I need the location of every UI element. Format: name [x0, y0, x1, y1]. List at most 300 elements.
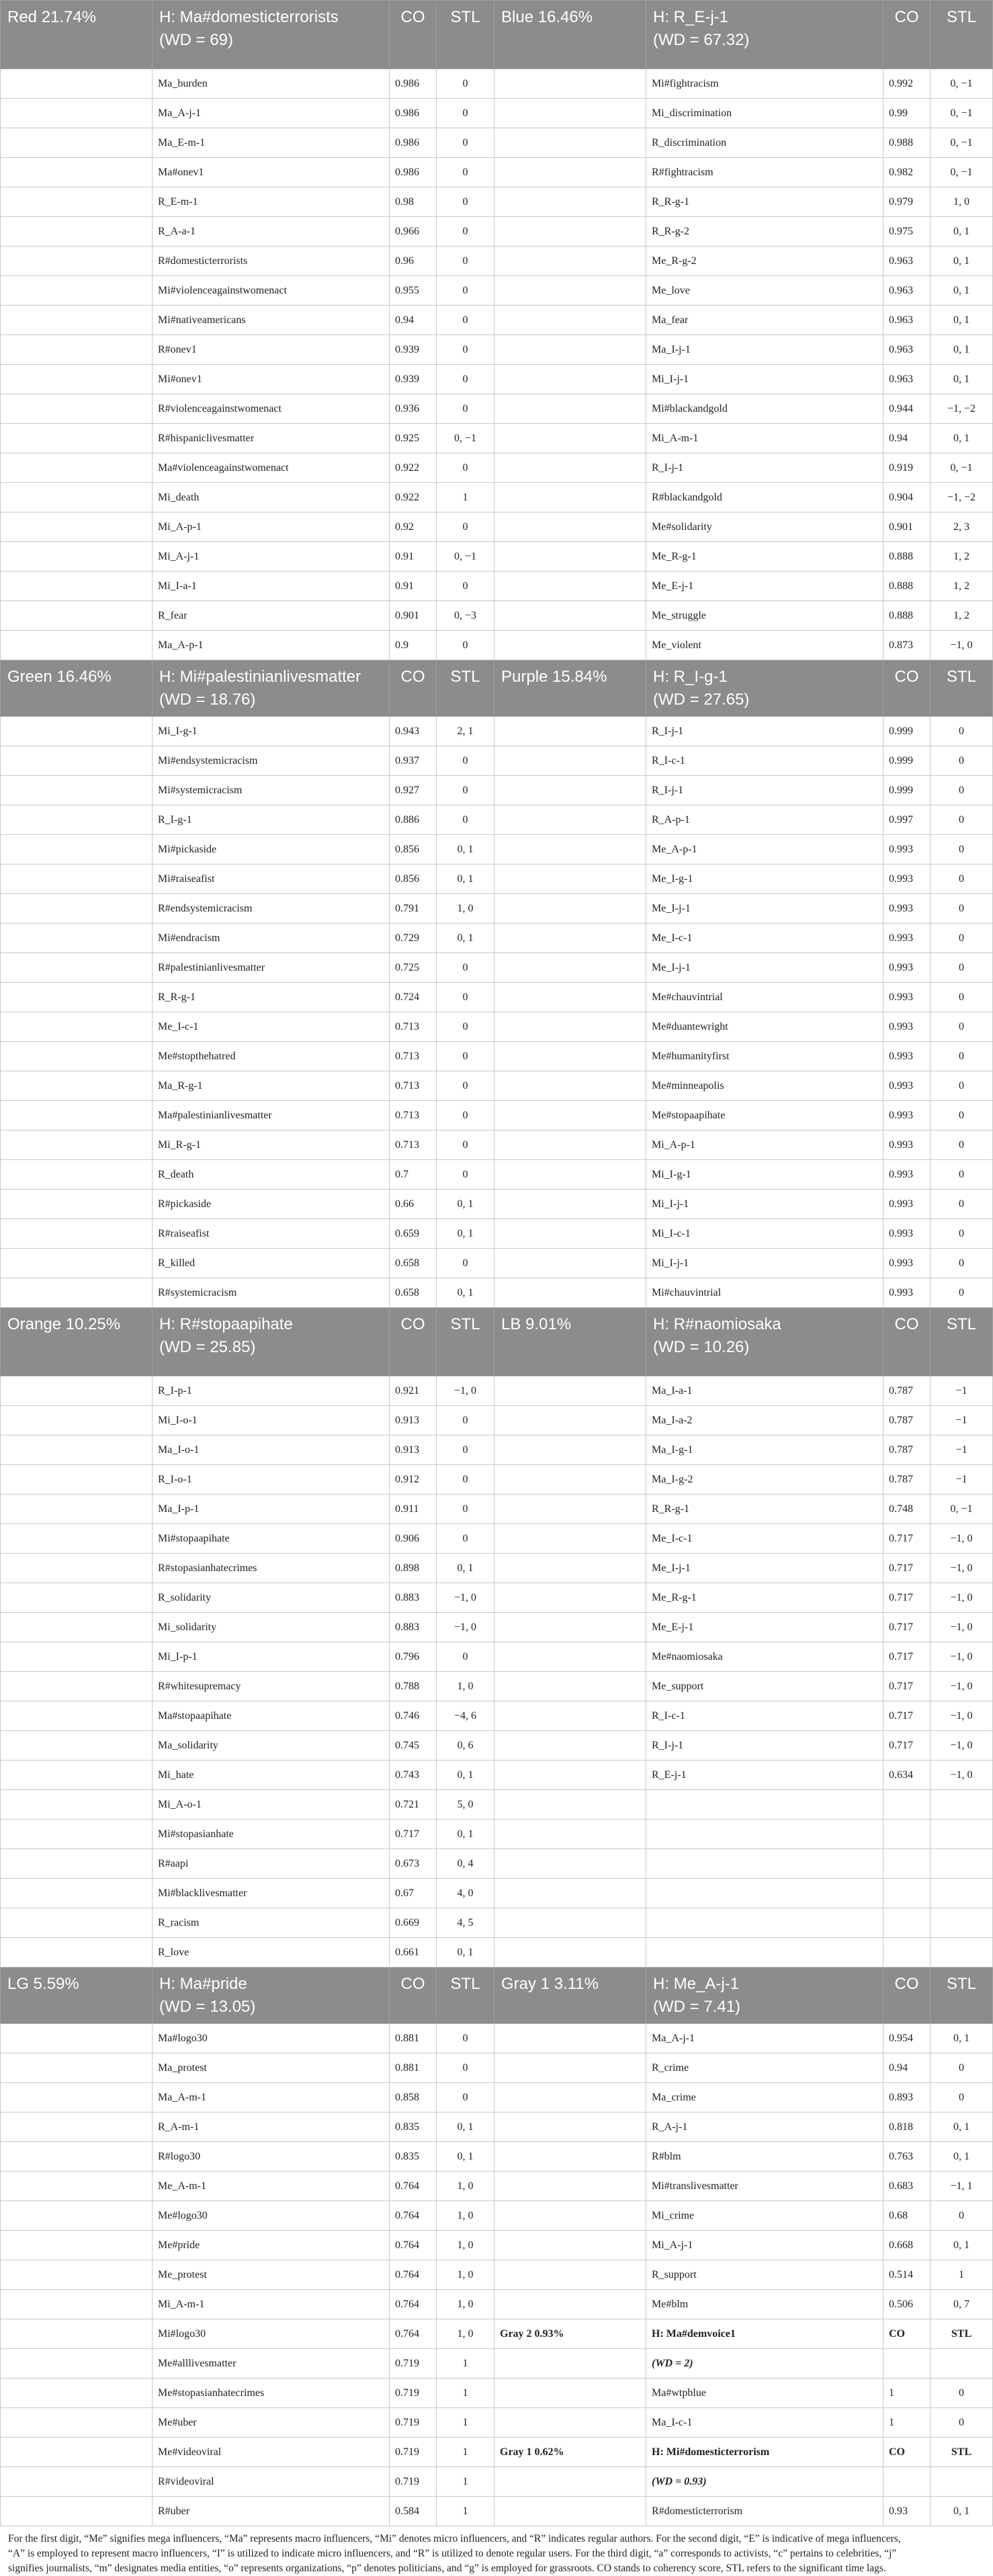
co-value: 0.904	[883, 483, 931, 513]
stl-value: 0	[437, 1101, 494, 1130]
stl-value: 1, 0	[437, 2231, 494, 2260]
node-name: R_fear	[153, 601, 390, 631]
empty-cell	[494, 187, 646, 217]
stl-value: 0	[931, 2083, 993, 2113]
node-name: Mi_A-j-1	[646, 2231, 883, 2260]
empty-cell	[494, 542, 646, 572]
table-row	[1, 1042, 993, 1071]
node-name: Mi_I-o-1	[153, 1406, 390, 1435]
node-name: Mi_I-a-1	[153, 572, 390, 601]
empty-cell	[494, 1278, 646, 1308]
stl-value: −1, 0	[931, 1761, 993, 1790]
node-name: R#raiseafist	[153, 1219, 390, 1249]
node-name: Me#chauvintrial	[646, 983, 883, 1012]
node-name: Me_love	[646, 276, 883, 306]
table-row	[1, 453, 993, 483]
table-row	[1, 365, 993, 394]
stl-value: 0	[437, 1012, 494, 1042]
stl-value: −1, 0	[931, 1642, 993, 1672]
stl-value: 0, −3	[437, 601, 494, 631]
empty-cell	[1, 1790, 153, 1820]
empty-cell	[494, 601, 646, 631]
stl-value: 0	[437, 99, 494, 128]
node-name: R_support	[646, 2260, 883, 2290]
co-value: 0.993	[883, 953, 931, 983]
co-value: 0.669	[390, 1908, 437, 1938]
table-row	[1, 1820, 993, 1849]
empty-cell	[1, 1701, 153, 1731]
empty-cell	[494, 217, 646, 247]
node-name: Me_protest	[153, 2260, 390, 2290]
stl-value: 5, 0	[437, 1790, 494, 1820]
co-header: CO	[390, 1, 437, 69]
co-value: 0.993	[883, 1249, 931, 1278]
stl-header: STL	[437, 1308, 494, 1376]
stl-value: 0	[931, 1219, 993, 1249]
empty-cell	[1, 2053, 153, 2083]
co-header: CO	[390, 660, 437, 717]
node-name: R_A-a-1	[153, 217, 390, 247]
empty-cell	[494, 69, 646, 99]
node-name: Ma_A-p-1	[153, 631, 390, 660]
stl-value: 0	[437, 247, 494, 276]
stl-value: 1, 2	[931, 542, 993, 572]
co-value: 0.764	[390, 2290, 437, 2319]
co-value: 0.922	[390, 483, 437, 513]
cluster-header-row	[1, 1308, 993, 1376]
node-name: Me_violent	[646, 631, 883, 660]
co-value: 0.939	[390, 335, 437, 365]
node-name: Me_E-j-1	[646, 572, 883, 601]
hashtag-label: H: R_E-j-1	[653, 8, 729, 26]
node-name: R_R-g-2	[646, 217, 883, 247]
node-name: Mi#stopasianhate	[153, 1820, 390, 1849]
stl-value: 0	[437, 2083, 494, 2113]
co-header: CO	[883, 1967, 931, 2024]
co-value: 0.764	[390, 2260, 437, 2290]
node-name: R_I-c-1	[646, 746, 883, 776]
stl-value: 0, 1	[437, 1938, 494, 1967]
empty-cell	[494, 99, 646, 128]
co-value: 0.881	[390, 2024, 437, 2053]
empty-cell	[494, 513, 646, 542]
table-row	[1, 2408, 993, 2438]
empty-cell	[494, 453, 646, 483]
stl-value: 0	[437, 1071, 494, 1101]
table-row	[1, 1731, 993, 1761]
co-value: 0.993	[883, 983, 931, 1012]
empty-cell	[1, 1613, 153, 1642]
empty-cell	[494, 1731, 646, 1761]
empty-cell	[494, 1435, 646, 1465]
stl-header: STL	[437, 1, 494, 69]
co-value: 0.963	[883, 306, 931, 335]
co-value: 0.683	[883, 2172, 931, 2201]
co-value: 0.936	[390, 394, 437, 424]
empty-cell	[646, 1908, 883, 1938]
empty-cell	[1, 1071, 153, 1101]
co-value: 0.883	[390, 1613, 437, 1642]
co-value: 0.791	[390, 894, 437, 924]
cluster-label: Gray 1 3.11%	[494, 1967, 646, 2024]
co-value: 0.986	[390, 69, 437, 99]
table-row	[1, 217, 993, 247]
node-name: Me_struggle	[646, 601, 883, 631]
co-value: 0.717	[883, 1583, 931, 1613]
node-name: R#logo30	[153, 2142, 390, 2172]
empty-cell	[1, 276, 153, 306]
stl-value: −1	[931, 1435, 993, 1465]
empty-cell	[494, 2260, 646, 2290]
empty-cell	[1, 99, 153, 128]
node-name: Me#uber	[153, 2408, 390, 2438]
node-name: Mi#fightracism	[646, 69, 883, 99]
empty-cell	[494, 1249, 646, 1278]
stl-value: 0	[931, 2379, 993, 2408]
stl-value: 0	[437, 217, 494, 247]
stl-value: 1, 0	[437, 2201, 494, 2231]
node-name: Ma_E-m-1	[153, 128, 390, 158]
empty-cell	[1, 1524, 153, 1554]
co-value: 0.764	[390, 2172, 437, 2201]
empty-cell	[1, 1672, 153, 1701]
table-row	[1, 1524, 993, 1554]
empty-cell	[883, 1908, 931, 1938]
node-name: Mi_I-c-1	[646, 1219, 883, 1249]
stl-value: −4, 6	[437, 1701, 494, 1731]
stl-value: 0	[437, 1249, 494, 1278]
node-name: Mi#logo30	[153, 2319, 390, 2349]
stl-value: 0, 1	[931, 2497, 993, 2526]
stl-value: 0, 1	[931, 276, 993, 306]
co-value: 0.506	[883, 2290, 931, 2319]
node-name: R_I-g-1	[153, 805, 390, 835]
stl-header: STL	[931, 660, 993, 717]
co-value: 0.943	[390, 717, 437, 746]
co-value: 0.713	[390, 1042, 437, 1071]
table-row	[1, 306, 993, 335]
node-name: Me#solidarity	[646, 513, 883, 542]
co-value: 0.673	[390, 1849, 437, 1879]
stl-value: 1	[437, 2379, 494, 2408]
node-name: Me#stopaapihate	[646, 1101, 883, 1130]
empty-cell	[1, 1938, 153, 1967]
co-value: 0.993	[883, 1101, 931, 1130]
stl-value: −1, 0	[931, 1672, 993, 1701]
empty-cell	[1, 128, 153, 158]
stl-value: 2, 3	[931, 513, 993, 542]
stl-value: 0	[437, 276, 494, 306]
co-value: 0.988	[883, 128, 931, 158]
co-value: 0.717	[883, 1642, 931, 1672]
node-name: Mi_A-m-1	[646, 424, 883, 453]
node-name: R#blm	[646, 2142, 883, 2172]
co-value: 0.94	[390, 306, 437, 335]
stl-value: −1, 0	[437, 1613, 494, 1642]
empty-cell	[494, 1761, 646, 1790]
node-name: Mi_A-m-1	[153, 2290, 390, 2319]
node-name: Ma_burden	[153, 69, 390, 99]
node-name: Ma_protest	[153, 2053, 390, 2083]
empty-cell	[646, 1820, 883, 1849]
empty-cell	[494, 365, 646, 394]
co-value: 0.717	[390, 1820, 437, 1849]
stl-value: 0, 1	[437, 1219, 494, 1249]
node-name: Ma_R-g-1	[153, 1071, 390, 1101]
co-value: 0.993	[883, 1071, 931, 1101]
node-name: Mi#systemicracism	[153, 776, 390, 805]
empty-cell	[1, 1583, 153, 1613]
empty-cell	[1, 424, 153, 453]
node-name: R_R-g-1	[646, 187, 883, 217]
co-value: 0.717	[883, 1524, 931, 1554]
empty-cell	[494, 864, 646, 894]
node-name: R_racism	[153, 1908, 390, 1938]
node-name: Mi_A-p-1	[153, 513, 390, 542]
node-name: R#domesticterrorism	[646, 2497, 883, 2526]
node-name: Mi_death	[153, 483, 390, 513]
node-name: R#whitesupremacy	[153, 1672, 390, 1701]
node-name: Mi#nativeamericans	[153, 306, 390, 335]
stl-value: 1, 2	[931, 572, 993, 601]
co-header: CO	[883, 2319, 931, 2349]
co-value: 0.986	[390, 99, 437, 128]
table-row	[1, 1071, 993, 1101]
node-name: R#onev1	[153, 335, 390, 365]
node-name: Me_I-g-1	[646, 864, 883, 894]
empty-cell	[494, 1130, 646, 1160]
stl-value: 0	[437, 2053, 494, 2083]
hashtag-header	[646, 1967, 883, 2024]
stl-value: −1, −2	[931, 394, 993, 424]
co-value: 0.993	[883, 1130, 931, 1160]
stl-value: 0, 1	[931, 247, 993, 276]
co-value: 0.906	[390, 1524, 437, 1554]
sub-hashtag-label: H: Mi#domesticterrorism	[646, 2438, 883, 2467]
wd-value: (WD = 13.05)	[159, 1998, 256, 2016]
co-value: 0.886	[390, 805, 437, 835]
stl-value: 0, 1	[931, 306, 993, 335]
stl-value: 0	[931, 1012, 993, 1042]
co-value: 0.92	[390, 513, 437, 542]
empty-cell	[1, 365, 153, 394]
empty-cell	[1, 631, 153, 660]
stl-value: 0	[931, 2408, 993, 2438]
node-name: R_I-p-1	[153, 1376, 390, 1406]
co-value: 0.993	[883, 864, 931, 894]
co-value: 0.979	[883, 187, 931, 217]
co-value: 0.975	[883, 217, 931, 247]
empty-cell	[1, 2467, 153, 2497]
stl-value: 0	[437, 983, 494, 1012]
co-value: 0.922	[390, 453, 437, 483]
node-name: R#hispaniclivesmatter	[153, 424, 390, 453]
stl-value: 0	[931, 746, 993, 776]
stl-value: 0	[437, 805, 494, 835]
table-row	[1, 2172, 993, 2201]
empty-cell	[1, 187, 153, 217]
node-name: Mi_R-g-1	[153, 1130, 390, 1160]
node-name: R_R-g-1	[646, 1495, 883, 1524]
empty-cell	[1, 2142, 153, 2172]
table-row	[1, 128, 993, 158]
stl-value: 0	[931, 924, 993, 953]
co-value: 0.993	[883, 835, 931, 864]
co-value: 0.963	[883, 276, 931, 306]
co-value: 0.719	[390, 2467, 437, 2497]
empty-cell	[1, 2497, 153, 2526]
node-name: Me_A-m-1	[153, 2172, 390, 2201]
stl-value: 0, 1	[437, 835, 494, 864]
stl-value: 0, 1	[437, 1190, 494, 1219]
co-header: CO	[883, 2438, 931, 2467]
co-value: 0.66	[390, 1190, 437, 1219]
empty-cell	[1, 1278, 153, 1308]
table-row	[1, 805, 993, 835]
empty-cell	[1, 1130, 153, 1160]
node-name: Ma_I-p-1	[153, 1495, 390, 1524]
co-value: 0.939	[390, 365, 437, 394]
co-value: 0.719	[390, 2438, 437, 2467]
stl-value: 0	[931, 717, 993, 746]
stl-value: 0	[931, 894, 993, 924]
stl-value: 0, 1	[931, 365, 993, 394]
node-name: Mi#raiseafist	[153, 864, 390, 894]
empty-cell	[494, 2231, 646, 2260]
stl-value: 0	[437, 1642, 494, 1672]
empty-cell	[883, 1790, 931, 1820]
co-value: 0.912	[390, 1465, 437, 1495]
stl-value: 1	[437, 2497, 494, 2526]
stl-value: 1, 0	[437, 2260, 494, 2290]
empty-cell	[1, 1465, 153, 1495]
empty-cell	[1, 394, 153, 424]
table-row	[1, 2379, 993, 2408]
co-value: 0.787	[883, 1376, 931, 1406]
co-value: 0.963	[883, 247, 931, 276]
empty-cell	[1, 1879, 153, 1908]
node-name: Ma_I-a-2	[646, 1406, 883, 1435]
co-value: 0.745	[390, 1731, 437, 1761]
empty-cell	[494, 1160, 646, 1190]
stl-value: 0	[437, 128, 494, 158]
empty-cell	[1, 2231, 153, 2260]
node-name: R_I-c-1	[646, 1701, 883, 1731]
co-value: 0.713	[390, 1101, 437, 1130]
stl-value: 0	[437, 1465, 494, 1495]
empty-cell	[494, 1495, 646, 1524]
table-row	[1, 158, 993, 187]
co-value: 0.913	[390, 1435, 437, 1465]
empty-cell	[494, 805, 646, 835]
co-value: 0.986	[390, 158, 437, 187]
co-value: 0.717	[883, 1731, 931, 1761]
table-row	[1, 483, 993, 513]
node-name: Mi#onev1	[153, 365, 390, 394]
stl-value: −1, 0	[931, 1613, 993, 1642]
stl-value: 0	[931, 1160, 993, 1190]
stl-value: 0, 1	[437, 2142, 494, 2172]
stl-value: 0	[437, 335, 494, 365]
node-name: R#stopasianhatecrimes	[153, 1554, 390, 1583]
table-row	[1, 1406, 993, 1435]
stl-value: −1, 0	[931, 631, 993, 660]
co-header: CO	[883, 1308, 931, 1376]
node-name: R_solidarity	[153, 1583, 390, 1613]
stl-value: 0, 1	[437, 1554, 494, 1583]
empty-cell	[494, 631, 646, 660]
co-value: 0.93	[883, 2497, 931, 2526]
empty-cell	[1, 335, 153, 365]
sub-wd-value: (WD = 2)	[646, 2349, 883, 2379]
co-value: 0.713	[390, 1071, 437, 1101]
empty-cell	[494, 306, 646, 335]
co-value: 0.986	[390, 128, 437, 158]
node-name: Ma#logo30	[153, 2024, 390, 2053]
empty-cell	[494, 2467, 646, 2497]
empty-cell	[494, 483, 646, 513]
stl-value: 0	[437, 776, 494, 805]
empty-cell	[494, 2349, 646, 2379]
node-name: Me#naomiosaka	[646, 1642, 883, 1672]
stl-value: 0	[437, 394, 494, 424]
co-value: 0.966	[390, 217, 437, 247]
node-name: R_love	[153, 1938, 390, 1967]
table-row	[1, 1554, 993, 1583]
co-value: 0.858	[390, 2083, 437, 2113]
node-name: Mi#chauvintrial	[646, 1278, 883, 1308]
empty-cell	[1, 864, 153, 894]
empty-cell	[1, 217, 153, 247]
co-value: 0.992	[883, 69, 931, 99]
co-value: 0.982	[883, 158, 931, 187]
empty-cell	[494, 424, 646, 453]
table-row	[1, 1583, 993, 1613]
co-value: 0.721	[390, 1790, 437, 1820]
stl-value: 0, 1	[931, 2024, 993, 2053]
empty-cell	[494, 394, 646, 424]
table-row	[1, 2467, 993, 2497]
empty-cell	[494, 1849, 646, 1879]
stl-value: 0, −1	[931, 158, 993, 187]
empty-cell	[494, 128, 646, 158]
table-row	[1, 746, 993, 776]
cluster-label: Red 21.74%	[1, 1, 153, 69]
stl-value: −1, −2	[931, 483, 993, 513]
table-row	[1, 247, 993, 276]
node-name: R#pickaside	[153, 1190, 390, 1219]
node-name: Mi_A-o-1	[153, 1790, 390, 1820]
stl-value: 0	[437, 513, 494, 542]
empty-cell	[494, 2497, 646, 2526]
co-value: 0.925	[390, 424, 437, 453]
co-header: CO	[390, 1308, 437, 1376]
empty-cell	[1, 1249, 153, 1278]
empty-cell	[494, 1820, 646, 1849]
empty-cell	[931, 1790, 993, 1820]
co-value: 0.888	[883, 572, 931, 601]
table-row	[1, 601, 993, 631]
node-name: Mi#blacklivesmatter	[153, 1879, 390, 1908]
co-value: 0.99	[883, 99, 931, 128]
co-value: 0.913	[390, 1406, 437, 1435]
empty-cell	[1, 542, 153, 572]
co-value: 0.719	[390, 2379, 437, 2408]
co-value: 0.659	[390, 1219, 437, 1249]
co-header: CO	[883, 1, 931, 69]
empty-cell	[1, 2379, 153, 2408]
stl-value: 0, 4	[437, 1849, 494, 1879]
